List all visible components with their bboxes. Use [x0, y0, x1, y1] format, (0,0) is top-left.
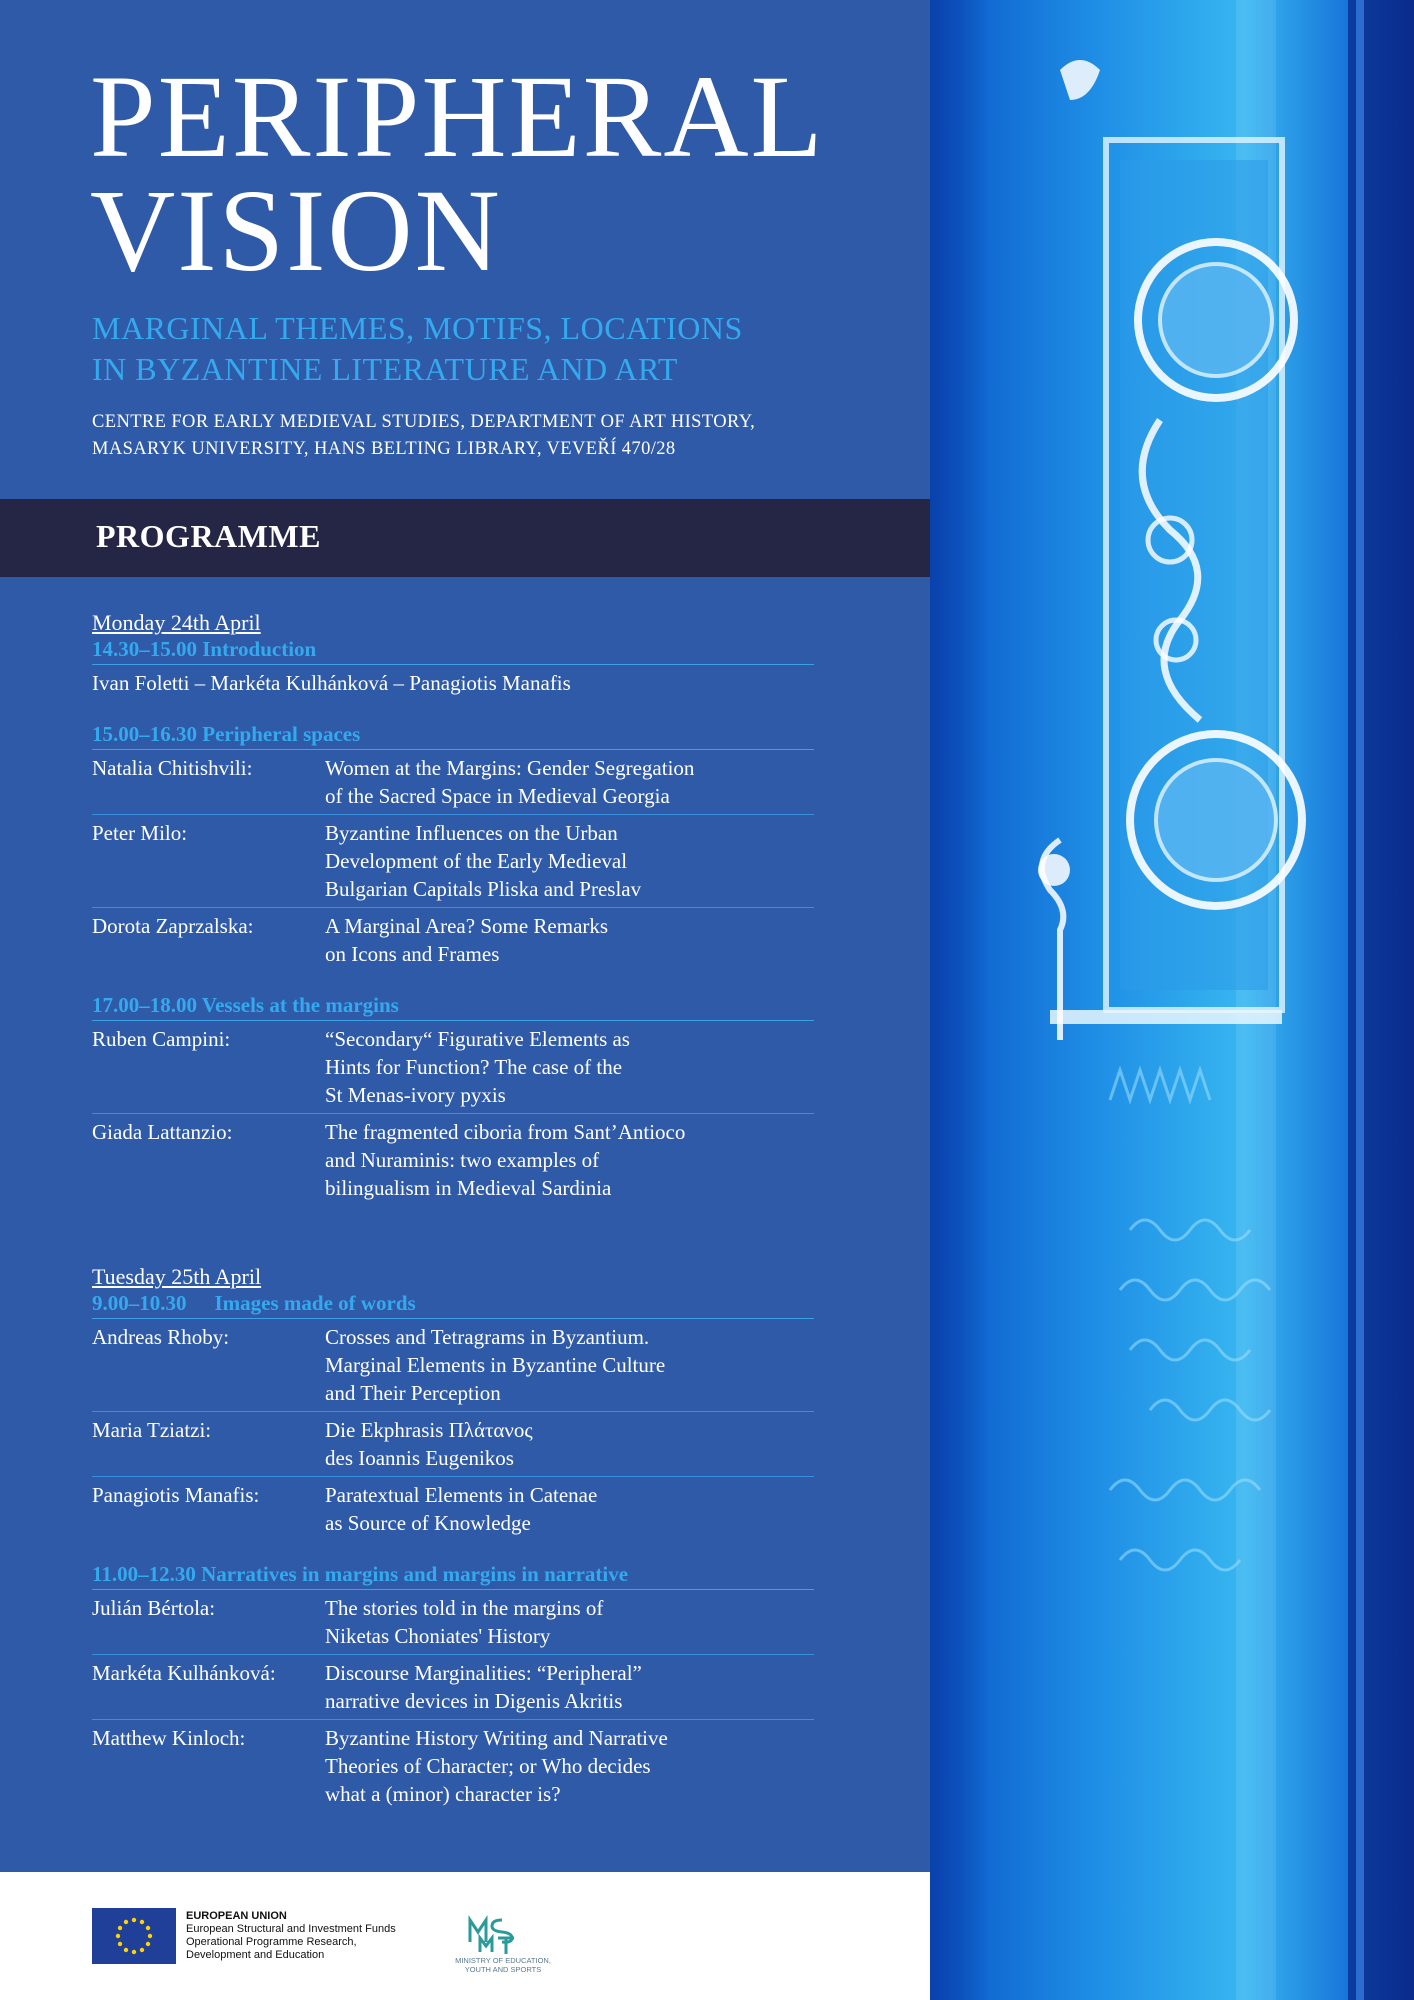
- session-title: Narratives in margins and margins in narrative: [201, 1562, 629, 1586]
- eu-stars-icon: [92, 1908, 176, 1964]
- talk-row: [92, 1114, 814, 1206]
- speaker-name: Julián Bértola:: [92, 1596, 216, 1620]
- talk-row: [92, 1477, 814, 1541]
- talk-title: Discourse Marginalities: “Peripheral” narrative devices in Digenis Akritis: [325, 1661, 642, 1713]
- session-block: [92, 992, 814, 1206]
- eu-line: Operational Programme Research,: [186, 1936, 357, 1948]
- venue-line-1: CENTRE FOR EARLY MEDIEVAL STUDIES, DEPARTMENT OF ART HISTORY,: [92, 412, 756, 432]
- programme-banner: [0, 499, 930, 577]
- speaker-name: Maria Tziatzi:: [92, 1418, 212, 1442]
- session-block: [92, 721, 814, 972]
- session-title: Vessels at the margins: [201, 993, 399, 1017]
- talk-title: Die Ekphrasis Πλάτανος des Ioannis Eugenikos: [325, 1418, 533, 1470]
- talk-title: Byzantine History Writing and Narrative Theories of Character; or Who decides what a (minor) character is?: [325, 1726, 668, 1806]
- talk-row: [92, 1021, 814, 1114]
- talk-row: [92, 1655, 814, 1720]
- talk-row: [92, 1319, 814, 1412]
- session-time: 17.00–18.00: [92, 993, 197, 1017]
- session-heading: [92, 992, 814, 1021]
- eu-line: Development and Education: [186, 1949, 325, 1961]
- session-block: [92, 636, 814, 701]
- talk-title: Byzantine Influences on the Urban Development of the Early Medieval Bulgarian Capitals Pliska and Preslav: [325, 821, 642, 901]
- speaker-name: Andreas Rhoby:: [92, 1325, 230, 1349]
- manuscript-illumination-image: [930, 0, 1414, 2000]
- msmt-line: MINISTRY OF EDUCATION,: [455, 1956, 551, 1965]
- session-title: Images made of words: [214, 1291, 416, 1315]
- msmt-line: YOUTH AND SPORTS: [464, 1965, 542, 1974]
- speaker-name: Matthew Kinloch:: [92, 1726, 246, 1750]
- poster-title-line-2: VISION: [90, 165, 502, 296]
- talk-title: Crosses and Tetragrams in Byzantium. Marginal Elements in Byzantine Culture and Their Perception: [325, 1325, 666, 1405]
- session-time: 14.30–15.00: [92, 637, 197, 661]
- session-title: Introduction: [202, 637, 317, 661]
- illumination-artwork: [930, 0, 1414, 2000]
- eu-title: EUROPEAN UNION: [186, 1910, 287, 1922]
- eu-line: European Structural and Investment Funds: [186, 1923, 396, 1935]
- programme-list: [92, 610, 814, 1832]
- session-time: 15.00–16.30: [92, 722, 197, 746]
- session-heading: [92, 721, 814, 750]
- speaker-name: Ruben Campini:: [92, 1027, 231, 1051]
- poster-title-line-1: PERIPHERAL: [90, 51, 825, 182]
- talk-row: [92, 1720, 814, 1812]
- session-time: 11.00–12.30: [92, 1562, 196, 1586]
- session-heading: [92, 1290, 814, 1319]
- session-heading: [92, 636, 814, 665]
- talk-title: The stories told in the margins of Niketas Choniates' History: [325, 1596, 604, 1648]
- session-title: Peripheral spaces: [202, 722, 361, 746]
- session-block: [92, 1561, 814, 1812]
- venue-line-2: MASARYK UNIVERSITY, HANS BELTING LIBRARY, VEVEŘÍ 470/28: [92, 439, 676, 459]
- talk-row: [92, 815, 814, 908]
- msmt-text: [428, 1956, 578, 1974]
- talk-title: The fragmented ciboria from Sant’Antioco and Nuraminis: two examples of bilingualism in Medieval Sardinia: [325, 1120, 686, 1200]
- day-heading: Monday 24th April: [92, 610, 261, 635]
- speaker-name: Panagiotis Manafis:: [92, 1483, 260, 1507]
- talk-title: A Marginal Area? Some Remarks on Icons and Frames: [325, 914, 609, 966]
- speaker-name: Markéta Kulhánková:: [92, 1661, 276, 1685]
- speaker-name: Dorota Zaprzalska:: [92, 914, 254, 938]
- session-block: [92, 1290, 814, 1541]
- session-heading: [92, 1561, 814, 1590]
- talk-title: “Secondary“ Figurative Elements as Hints for Function? The case of the St Menas-ivory pyxis: [325, 1027, 630, 1107]
- poster-subtitle-line-2: IN BYZANTINE LITERATURE AND ART: [92, 351, 678, 387]
- session-time: 9.00–10.30: [92, 1291, 187, 1315]
- talk-row: [92, 1590, 814, 1655]
- speaker-name: Giada Lattanzio:: [92, 1120, 233, 1144]
- talk-title: Women at the Margins: Gender Segregation of the Sacred Space in Medieval Georgia: [325, 756, 695, 808]
- speaker-name: Peter Milo:: [92, 821, 188, 845]
- eu-flag-logo: [92, 1908, 176, 1964]
- day-heading: Tuesday 25th April: [92, 1264, 262, 1289]
- talk-row: [92, 908, 814, 972]
- sponsor-footer: [0, 1872, 930, 2000]
- talk-title: Paratextual Elements in Catenae as Source of Knowledge: [325, 1483, 598, 1535]
- talk-row: [92, 750, 814, 815]
- eu-funding-text: [186, 1910, 396, 1962]
- talk-row: [92, 665, 814, 701]
- speaker-name: Natalia Chitishvili:: [92, 756, 253, 780]
- poster-subtitle-line-1: MARGINAL THEMES, MOTIFS, LOCATIONS: [92, 310, 743, 346]
- programme-heading: PROGRAMME: [96, 518, 321, 554]
- talk-row: [92, 1412, 814, 1477]
- speaker-name: Ivan Foletti – Markéta Kulhánková – Panagiotis Manafis: [92, 671, 571, 695]
